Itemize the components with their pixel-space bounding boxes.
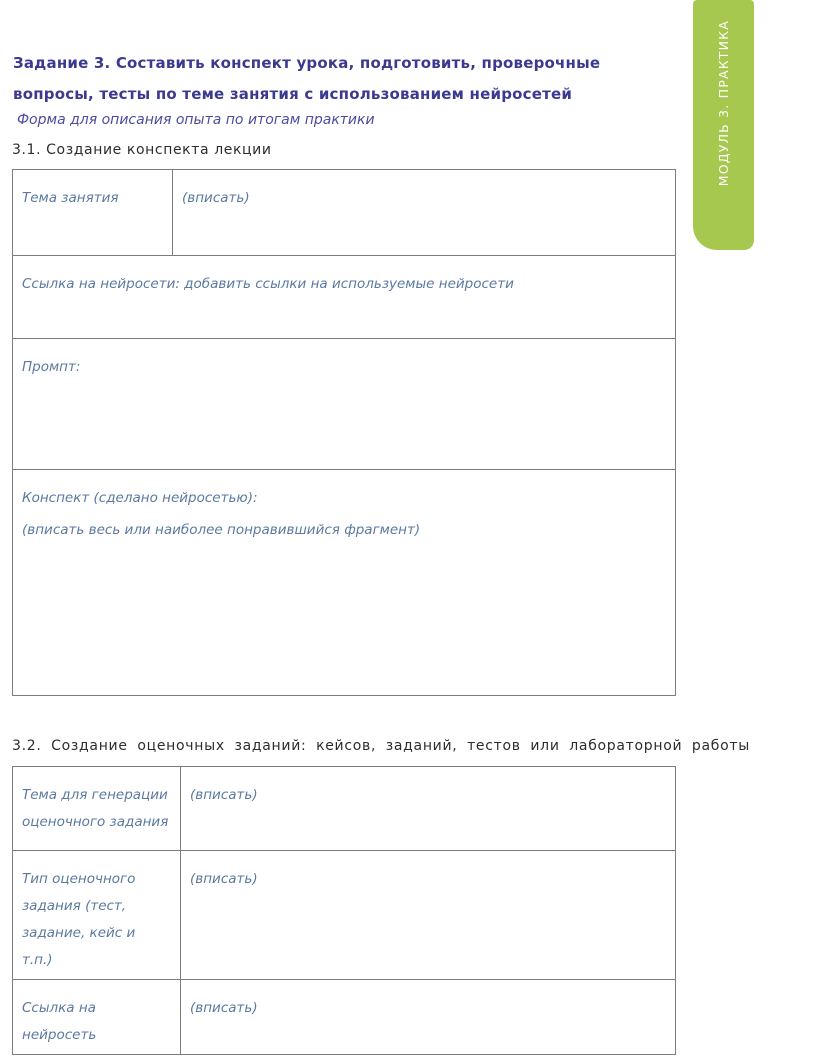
neural-links-cell[interactable]: Ссылка на нейросети: добавить ссылки на используемые нейросети [13, 256, 676, 339]
table-row [13, 767, 676, 851]
task-heading: Задание 3. Составить конспект урока, подготовить, проверочные вопросы, тесты по теме занятия с использованием нейросетей [13, 54, 601, 103]
task-type-label-cell: Тип оценочного задания (тест, задание, кейс и т.п.) [13, 851, 181, 980]
table-row [13, 470, 676, 696]
lesson-topic-label-cell: Тема занятия [13, 170, 173, 256]
table-row [13, 256, 676, 339]
module-tab [693, 0, 754, 250]
generation-topic-label-cell: Тема для генерации оценочного задания [13, 767, 181, 851]
prompt-cell[interactable]: Промпт: [13, 339, 676, 470]
summary-cell-title: Конспект (сделано нейросетью): [22, 490, 258, 506]
section-3-1-title: 3.1. Создание конспекта лекции [12, 142, 272, 158]
assessment-tasks-table [12, 766, 676, 1055]
summary-cell-hint: (вписать весь или наиболее понравившийся фрагмент) [22, 522, 421, 538]
form-description-note: Форма для описания опыта по итогам практики [17, 112, 375, 128]
table-row [13, 980, 676, 1055]
lesson-topic-value-cell[interactable]: (вписать) [173, 170, 676, 256]
summary-cell[interactable] [13, 470, 676, 696]
generation-topic-value-cell[interactable]: (вписать) [181, 767, 676, 851]
section-3-2-title: 3.2. Создание оценочных заданий: кейсов, заданий, тестов или лабораторной работы [12, 738, 751, 754]
neural-link-value-cell[interactable]: (вписать) [181, 980, 676, 1055]
lecture-notes-table [12, 169, 676, 696]
module-tab-label: МОДУЛЬ 3. ПРАКТИКА [716, 20, 731, 187]
table-row [13, 339, 676, 470]
table-row [13, 170, 676, 256]
table-row [13, 851, 676, 980]
neural-link-label-cell: Ссылка на нейросеть [13, 980, 181, 1055]
task-type-value-cell[interactable]: (вписать) [181, 851, 676, 980]
